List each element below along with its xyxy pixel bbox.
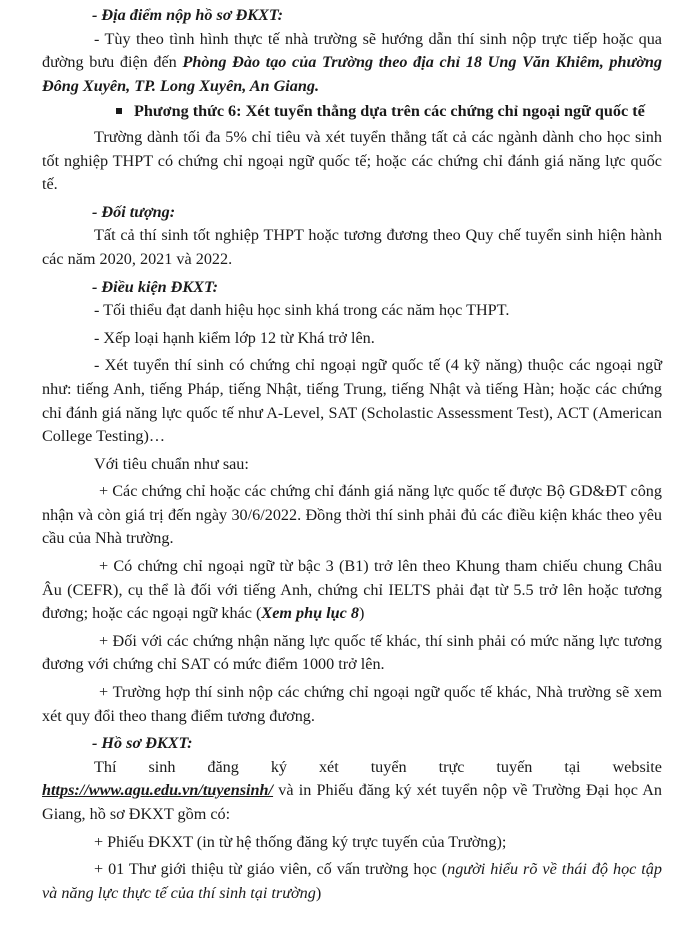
word: tại xyxy=(564,757,581,776)
appendix-reference: Xem phụ lục 8 xyxy=(261,604,359,623)
target-heading: - Đối tượng: xyxy=(92,202,176,221)
criteria-text: + Có chứng chỉ ngoại ngữ từ bậc 3 (B1) trở lên theo Khung tham chiếu chung Châu Âu (CEFR), cụ thể là đối với tiếng Anh, chứng chỉ IELTS phải đạt từ 5.5 trở lên hoặc tương đương; hoặc các ngoại ngữ khác ( xyxy=(42,557,662,623)
dossier-item-note: người hiểu rõ về thái độ học tập và năng lực thực tế của thí sinh tại trường xyxy=(42,860,662,902)
dossier-item xyxy=(42,858,662,905)
word: xét xyxy=(318,757,339,776)
dossier-item-end: ) xyxy=(315,883,322,902)
criteria-text-end: ) xyxy=(358,604,365,623)
dossier-paragraph xyxy=(42,779,662,826)
target-paragraph: Tất cả thí sinh tốt nghiệp THPT hoặc tương đương theo Quy chế tuyển sinh hiện hành các năm 2020, 2021 và 2022. xyxy=(42,226,662,268)
admission-website-link[interactable]: https://www.agu.edu.vn/tuyensinh/ xyxy=(42,781,274,800)
word: đăng xyxy=(207,757,239,776)
place-paragraph xyxy=(42,28,662,99)
criteria-item: + Đối với các chứng nhận năng lực quốc tế khác, thí sinh phải có mức năng lực tương đương với chứng chỉ SAT có mức điểm 1000 trở lên. xyxy=(42,631,662,674)
method6-title: Phương thức 6: Xét tuyển thẳng dựa trên các chứng chỉ ngoại ngữ quốc tế xyxy=(134,102,645,121)
condition-item: - Xếp loại hạnh kiểm lớp 12 từ Khá trở lên. xyxy=(94,328,375,347)
condition-item: - Tối thiểu đạt danh hiệu học sinh khá trong các năm học THPT. xyxy=(94,301,510,320)
dossier-heading: - Hồ sơ ĐKXT: xyxy=(92,734,193,753)
dossier-item: + Phiếu ĐKXT (in từ hệ thống đăng ký trực tuyến của Trường); xyxy=(94,832,507,851)
place-heading: - Địa điểm nộp hồ sơ ĐKXT: xyxy=(92,6,283,24)
place-text: - Tùy theo tình hình thực tế nhà trường sẽ hướng dẫn thí sinh nộp trực tiếp hoặc qua đường bưu điện đến xyxy=(42,29,662,72)
word: sinh xyxy=(148,757,176,776)
word: Thí xyxy=(94,757,117,776)
place-address: Phòng Đào tạo của Trường theo địa chỉ 18 Ung Văn Khiêm, phường Đông Xuyên, TP. Long Xuyên, An Giang. xyxy=(42,53,662,95)
method6-section xyxy=(42,100,662,124)
word: tuyến xyxy=(496,757,533,776)
dossier-text: và in Phiếu đăng ký xét tuyển nộp về Trường Đại học An Giang, hồ sơ ĐKXT gồm có: xyxy=(42,781,662,823)
dossier-item-text: + 01 Thư giới thiệu từ giáo viên, cố vấn trường học ( xyxy=(94,860,448,879)
method6-paragraph: Trường dành tối đa 5% chỉ tiêu và xét tuyển thẳng tất cả các ngành dành cho học sinh tốt nghiệp THPT có chứng chỉ ngoại ngữ quốc tế; hoặc các chứng chỉ đánh giá năng lực quốc tế. xyxy=(42,127,662,194)
criteria-item xyxy=(42,555,662,626)
square-bullet-icon xyxy=(116,108,122,114)
word: website xyxy=(612,757,662,776)
criteria-item: + Các chứng chỉ hoặc các chứng chỉ đánh giá năng lực quốc tế được Bộ GD&ĐT công nhận và còn giá trị đến ngày 30/6/2022. Đồng thời thí sinh phải đủ các điều kiện khác theo yêu cầu của Nhà trường. xyxy=(42,482,662,548)
word: tuyển xyxy=(370,757,407,776)
word: trực xyxy=(438,757,465,776)
criteria-intro: Với tiêu chuẩn như sau: xyxy=(94,454,249,473)
dossier-intro-line xyxy=(42,756,662,780)
condition-item: - Xét tuyển thí sinh có chứng chỉ ngoại ngữ quốc tế (4 kỹ năng) thuộc các ngoại ngữ như: tiếng Anh, tiếng Pháp, tiếng Nhật, tiếng Trung, tiếng Nhật và tiếng Hàn; hoặc các chứng chỉ đánh giá năng lực quốc tế như A-Level, SAT (Scholastic Assessment Test), ACT (American College Testing)… xyxy=(42,356,662,446)
condition-heading: - Điều kiện ĐKXT: xyxy=(92,277,219,296)
criteria-item: + Trường hợp thí sinh nộp các chứng chỉ ngoại ngữ quốc tế khác, Nhà trường sẽ xem xét quy đổi theo thang điểm tương đương. xyxy=(42,683,662,725)
word: ký xyxy=(270,757,287,776)
